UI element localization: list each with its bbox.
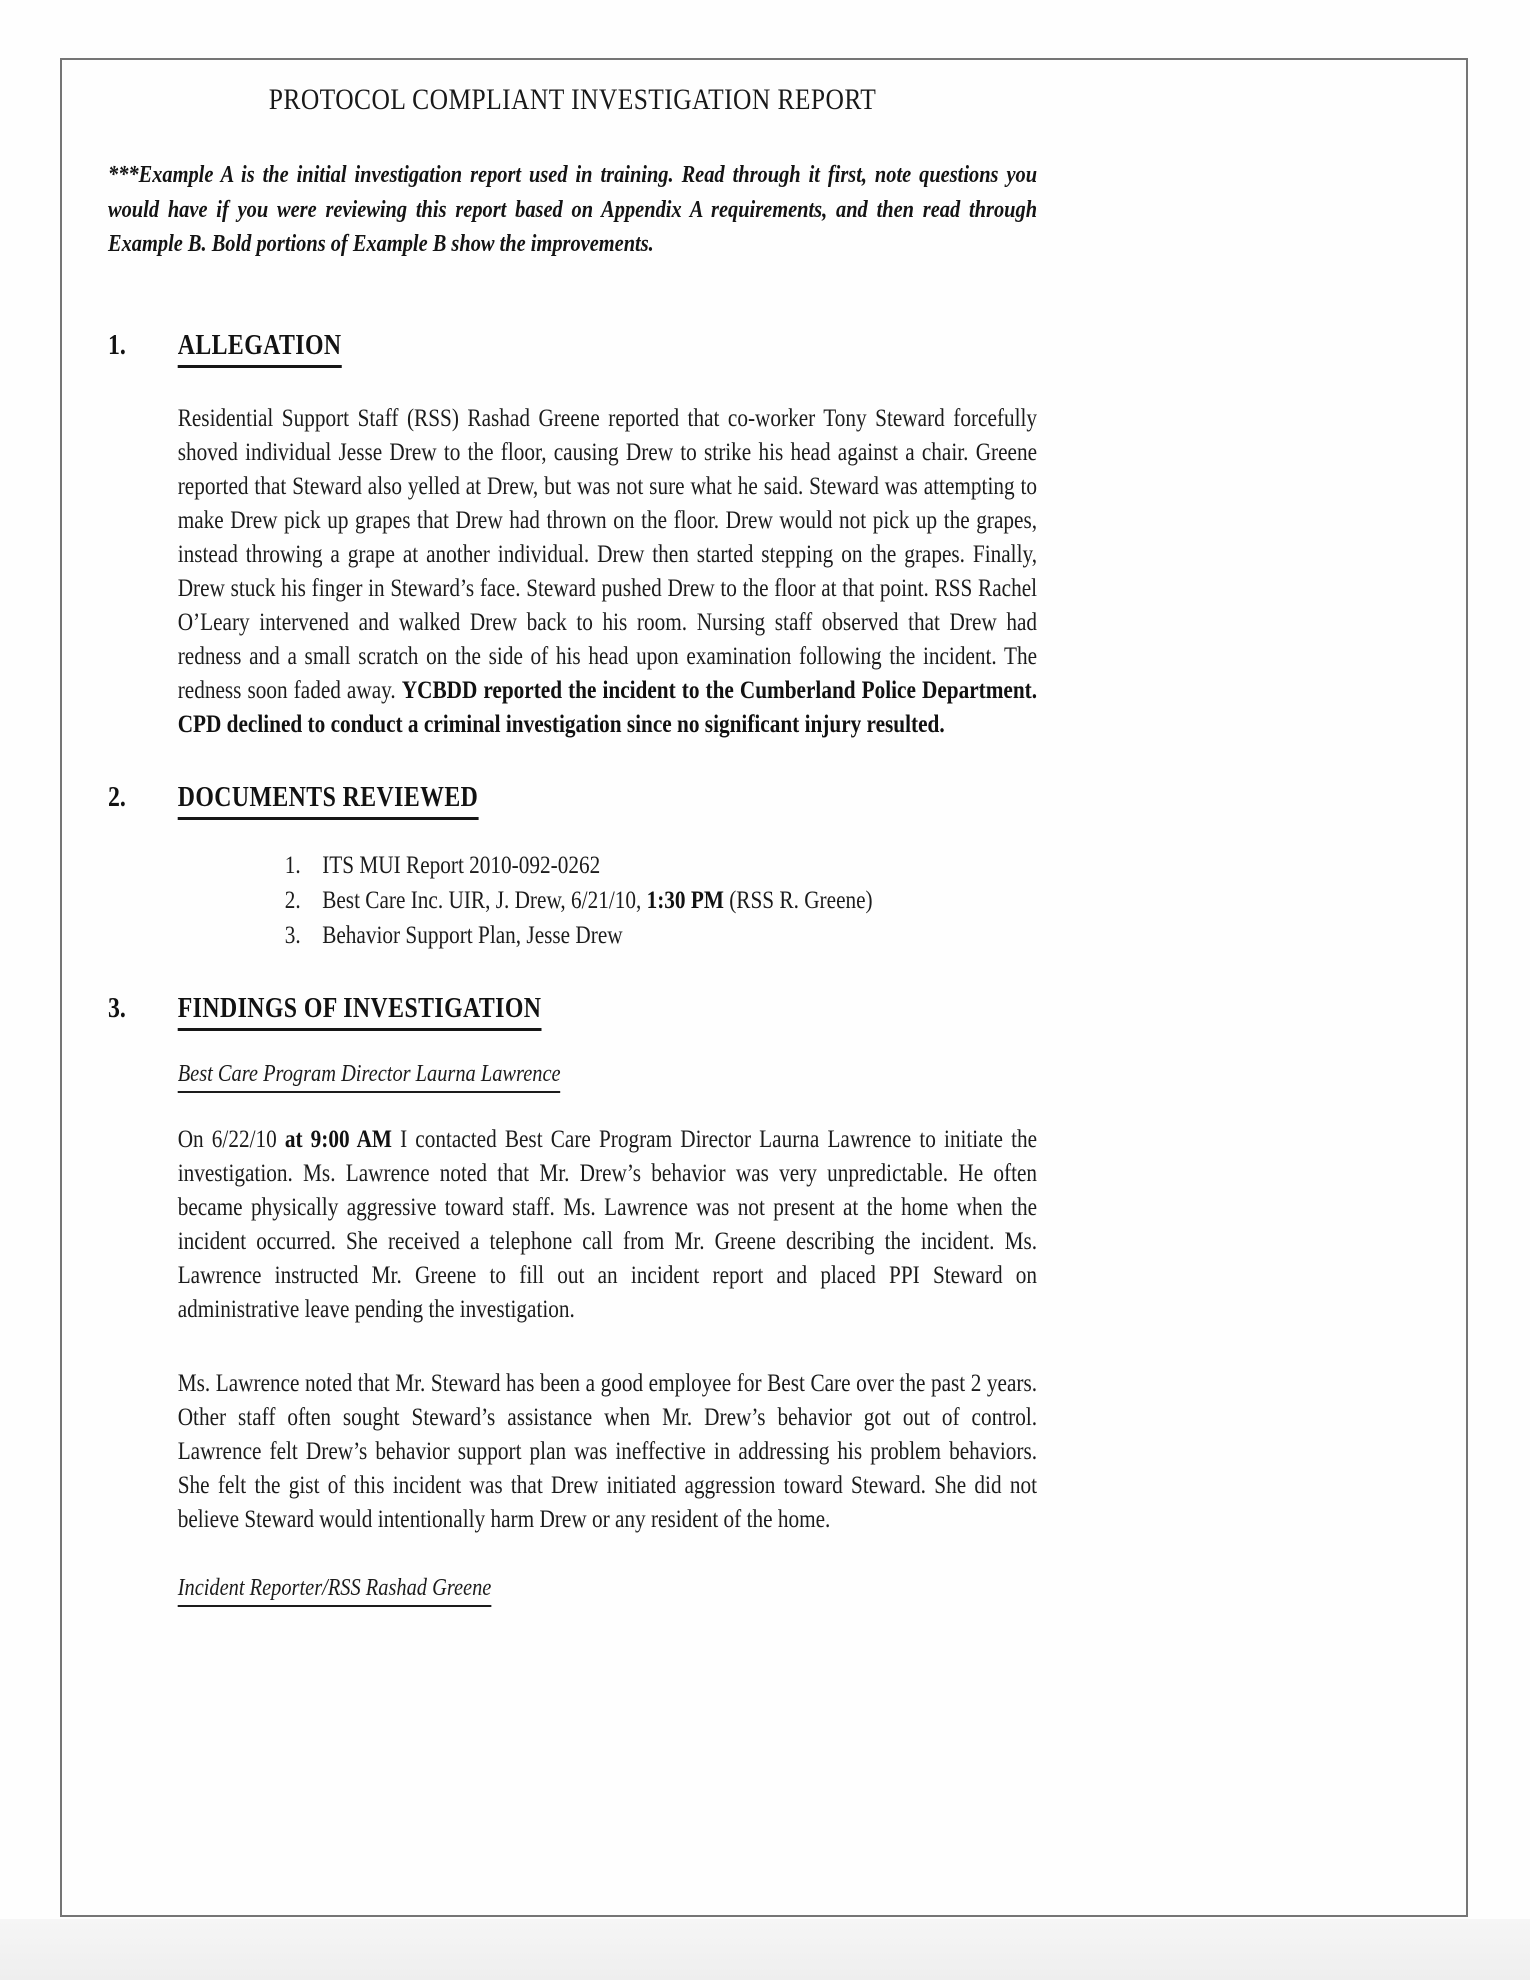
findings-p1-post: I contacted Best Care Program Director Laurna Lawrence to initiate the investigation. Ms. Lawrence noted that Mr. Drew’s behavior was very unpredictable. He often became physically aggressive toward staff. Ms. Lawrence was not present at the home when the incident occurred. She received a telephone call from Mr. Greene describing the incident. Ms. Lawrence instructed Mr. Greene to fill out an incident report and placed PPI Steward on administrative leave pending the investigation.	[177, 1125, 1038, 1323]
section-title-documents: DOCUMENTS REVIEWED	[178, 782, 479, 820]
list-item-text-bold: 1:30 PM	[646, 886, 724, 914]
findings-p1-pre: On 6/22/10	[177, 1125, 285, 1153]
list-item-number: 2.	[284, 886, 301, 914]
list-item-number: 1.	[284, 851, 301, 879]
allegation-paragraph	[178, 402, 1037, 742]
content-column	[108, 58, 1037, 1607]
intro-note: ***Example A is the initial investigation report used in training. Read through it first, note questions you would have if you were reviewing this report based on Appendix A requirements, and then read through Example B. Bold portions of Example B show the improvements.	[108, 162, 1038, 257]
list-item-text	[322, 883, 872, 918]
page-title: PROTOCOL COMPLIANT INVESTIGATION REPORT	[268, 83, 877, 116]
section-title-allegation: ALLEGATION	[178, 330, 342, 368]
section-number-3: 3.	[108, 992, 126, 1024]
witness-subheading-lawrence: Best Care Program Director Laurna Lawrence	[178, 1059, 1037, 1093]
section-heading-documents	[108, 782, 1037, 820]
allegation-text-bold: YCBDD reported the incident to the Cumberland Police Department. CPD declined to conduct a criminal investigation since no significant injury resulted.	[177, 676, 1038, 738]
list-item-text-post: (RSS R. Greene)	[723, 886, 873, 914]
findings-p1-bold: at 9:00 AM	[284, 1125, 392, 1153]
section-heading-findings	[108, 993, 1037, 1031]
list-item	[285, 883, 1037, 918]
findings-paragraph-2: Ms. Lawrence noted that Mr. Steward has been a good employee for Best Care over the past 2 years. Other staff often sought Steward’s assistance when Mr. Drew’s behavior got out of control. Lawrence felt Drew’s behavior support plan was ineffective in addressing his problem behaviors. She felt the gist of this incident was that Drew initiated aggression toward Steward. She did not believe Steward would intentionally harm Drew or any resident of the home.	[177, 1369, 1038, 1533]
list-item	[285, 848, 1037, 883]
section-number-2: 2.	[108, 781, 126, 813]
findings-paragraph-1	[178, 1123, 1037, 1327]
list-item-number: 3.	[284, 921, 301, 949]
documents-list	[285, 848, 1037, 953]
list-item-text-pre: Best Care Inc. UIR, J. Drew, 6/21/10,	[322, 886, 647, 914]
list-item-text: ITS MUI Report 2010-092-0262	[322, 851, 601, 879]
section-number-1: 1.	[108, 329, 126, 361]
list-item-text: Behavior Support Plan, Jesse Drew	[322, 921, 623, 949]
section-title-findings: FINDINGS OF INVESTIGATION	[178, 993, 542, 1031]
scan-edge-strip	[0, 1919, 1530, 1980]
list-item	[285, 918, 1037, 953]
allegation-text-normal: Residential Support Staff (RSS) Rashad Greene reported that co-worker Tony Steward forcefully shoved individual Jesse Drew to the floor, causing Drew to strike his head against a chair. Greene reported that Steward also yelled at Drew, but was not sure what he said. Steward was attempting to make Drew pick up grapes that Drew had thrown on the floor. Drew would not pick up the grapes, instead throwing a grape at another individual. Drew then started stepping on the grapes. Finally, Drew stuck his finger in Steward’s face. Steward pushed Drew to the floor at that point. RSS Rachel O’Leary intervened and walked Drew back to his room. Nursing staff observed that Drew had redness and a small scratch on the side of his head upon examination following the incident. The redness soon faded away.	[177, 404, 1038, 704]
section-heading-allegation	[108, 330, 1037, 368]
witness-subheading-greene: Incident Reporter/RSS Rashad Greene	[178, 1573, 1037, 1607]
